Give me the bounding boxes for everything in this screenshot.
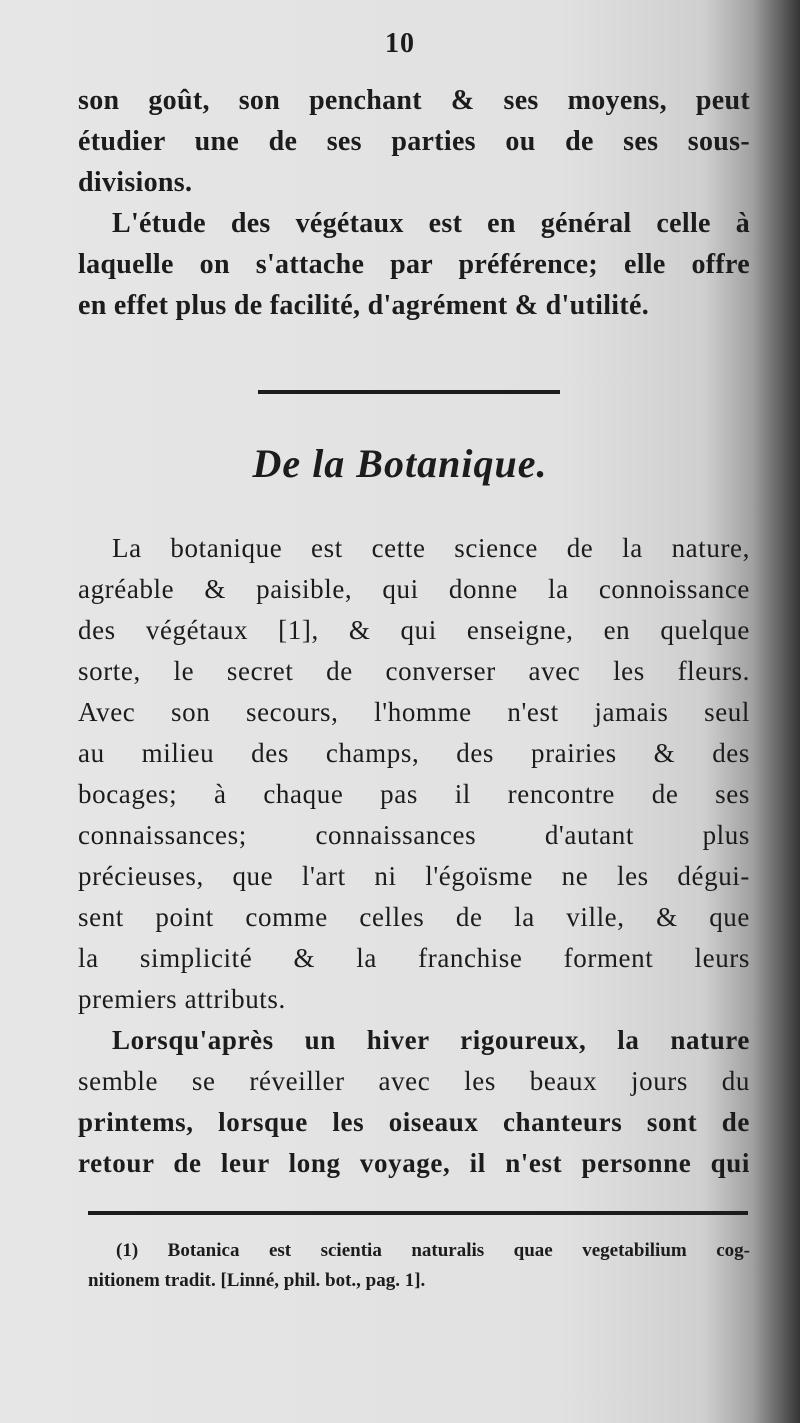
text-line: premiers attributs. — [78, 984, 286, 1014]
text-line: sent point comme celles de la ville, & que — [78, 902, 750, 932]
section-title: De la Botanique. — [252, 441, 548, 486]
text-line: au milieu des champs, des prairies & des — [78, 738, 750, 768]
text-line: précieuses, que l'art ni l'égoïsme ne les dégui- — [78, 861, 750, 891]
text-line: des végétaux [1], & qui enseigne, en quelque — [78, 615, 750, 645]
text-line: la simplicité & la franchise forment leurs — [78, 943, 750, 973]
text-line: La botanique est cette science de la nature, — [112, 533, 750, 563]
text-line: printems, lorsque les oiseaux chanteurs sont de — [78, 1107, 750, 1137]
text-line: laquelle on s'attache par préférence; elle offre — [78, 249, 750, 280]
spine-shadow — [752, 0, 800, 1423]
text-line: L'étude des végétaux est en général celle à — [112, 208, 750, 239]
page-number: 10 — [385, 28, 415, 59]
text-line: connaissances; connaissances d'autant plus — [78, 820, 750, 850]
text-line: retour de leur long voyage, il n'est personne qui — [78, 1148, 750, 1178]
text-line: semble se réveiller avec les beaux jours du — [78, 1066, 750, 1096]
top-text-block — [78, 80, 750, 326]
text-line: son goût, son penchant & ses moyens, peut — [78, 85, 750, 116]
section-separator-rule — [258, 390, 560, 394]
main-text-block — [78, 528, 750, 1184]
text-line: divisions. — [78, 167, 193, 198]
text-line: étudier une de ses parties ou de ses sous- — [78, 126, 750, 157]
footnote-line: nitionem tradit. [Linné, phil. bot., pag. 1]. — [88, 1270, 426, 1291]
footnote-separator-rule — [88, 1211, 748, 1215]
text-line: Lorsqu'après un hiver rigoureux, la nature — [112, 1025, 750, 1055]
text-line: Avec son secours, l'homme n'est jamais seul — [78, 697, 750, 727]
text-line: en effet plus de facilité, d'agrément & d'utilité. — [78, 290, 650, 321]
text-line: sorte, le secret de converser avec les fleurs. — [78, 656, 750, 686]
text-line: bocages; à chaque pas il rencontre de ses — [78, 779, 750, 809]
footnote — [88, 1236, 750, 1296]
text-line: agréable & paisible, qui donne la connoissance — [78, 574, 750, 604]
footnote-line: (1) Botanica est scientia naturalis quae vegetabilium cog- — [116, 1240, 750, 1261]
